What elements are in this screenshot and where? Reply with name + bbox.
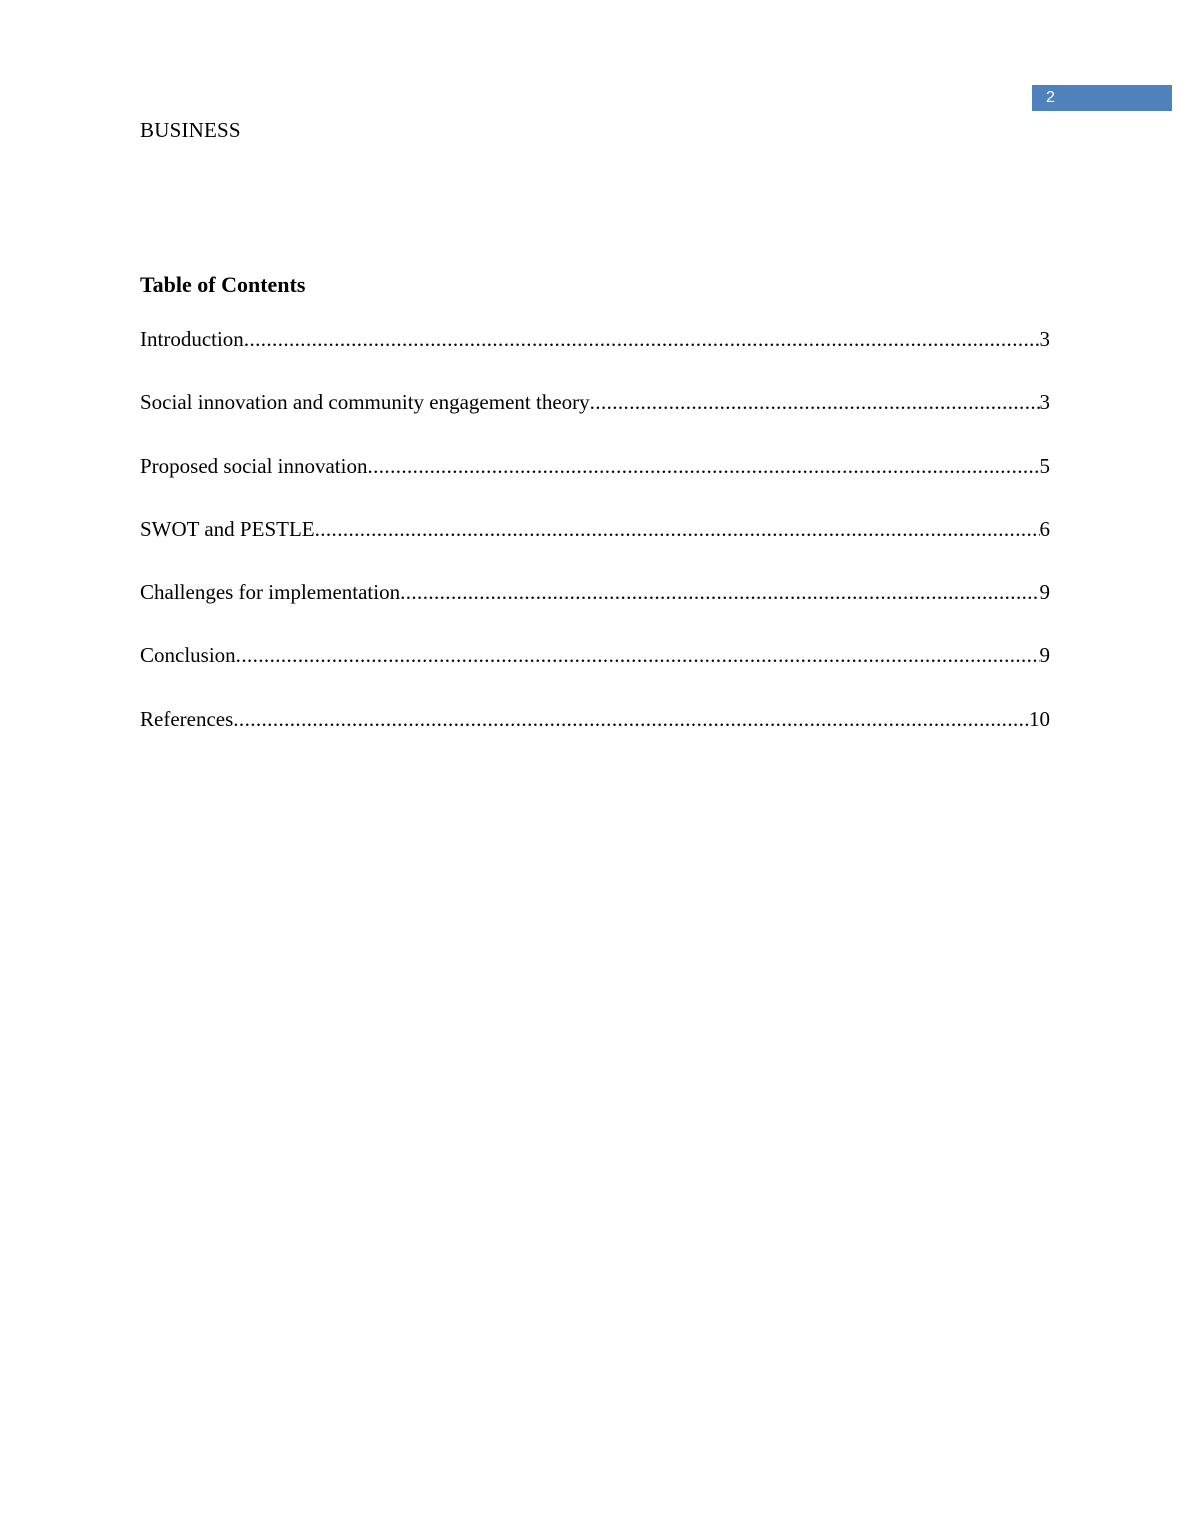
page-number-bar bbox=[1032, 85, 1172, 111]
toc-entry-title: SWOT and PESTLE bbox=[140, 516, 315, 541]
dot-leader bbox=[315, 515, 1040, 543]
toc-entry-conclusion[interactable] bbox=[140, 641, 1050, 704]
dot-leader bbox=[400, 578, 1039, 606]
toc-entry-title: Social innovation and community engagement theory bbox=[140, 390, 590, 415]
toc-entry-title: References bbox=[140, 706, 234, 731]
toc-entry-proposed-social-innovation[interactable] bbox=[140, 452, 1050, 515]
dot-leader bbox=[244, 325, 1040, 353]
toc-entry-page: 6 bbox=[1039, 516, 1050, 541]
toc-entry-page: 3 bbox=[1039, 327, 1050, 351]
dot-leader bbox=[590, 388, 1040, 416]
toc-entry-introduction[interactable] bbox=[140, 325, 1050, 388]
toc-entry-references[interactable] bbox=[140, 705, 1050, 768]
toc-list bbox=[140, 325, 1050, 768]
toc-title: Table of Contents bbox=[140, 272, 306, 297]
toc-entry-page: 3 bbox=[1039, 390, 1050, 415]
toc-entry-title: Introduction bbox=[140, 327, 244, 351]
dot-leader bbox=[233, 705, 1029, 733]
toc-entry-page: 9 bbox=[1039, 643, 1050, 668]
toc-entry-challenges[interactable] bbox=[140, 578, 1050, 641]
running-head: BUSINESS bbox=[140, 118, 241, 142]
toc-entry-page: 5 bbox=[1039, 453, 1050, 478]
toc-entry-title: Challenges for implementation bbox=[140, 580, 401, 605]
toc-entry-page: 9 bbox=[1039, 580, 1050, 605]
table-of-contents bbox=[140, 271, 1050, 768]
toc-entry-swot-and-pestle[interactable] bbox=[140, 515, 1050, 578]
toc-entry-title: Proposed social innovation bbox=[140, 453, 368, 478]
page-number: 2 bbox=[1046, 89, 1055, 106]
toc-entry-social-innovation-theory[interactable] bbox=[140, 388, 1050, 451]
dot-leader bbox=[236, 641, 1040, 669]
toc-entry-page: 10 bbox=[1029, 706, 1050, 731]
toc-entry-title: Conclusion bbox=[140, 643, 236, 668]
dot-leader bbox=[367, 452, 1039, 480]
